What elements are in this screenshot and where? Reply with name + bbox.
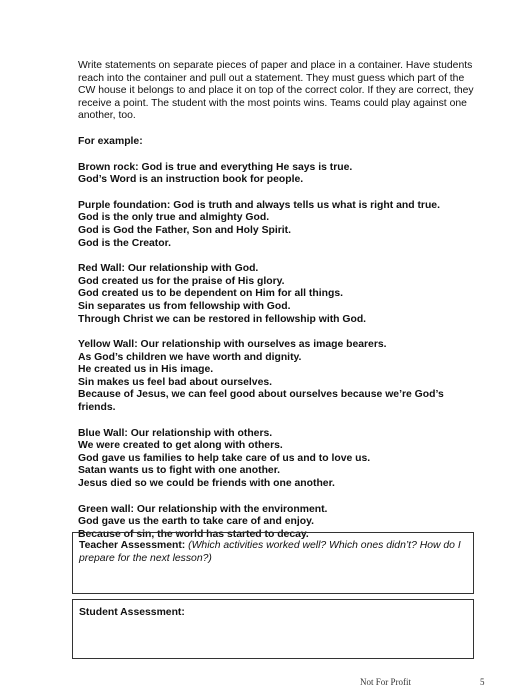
statement-line: Yellow Wall: Our relationship with ourselves as image bearers. — [78, 339, 387, 351]
statement-line: God is the Creator. — [78, 237, 171, 249]
statement-group-purple-foundation — [78, 200, 478, 250]
statement-line: Blue Wall: Our relationship with others. — [78, 427, 273, 439]
lesson-content — [78, 60, 478, 554]
page-number: 5 — [480, 677, 485, 687]
statement-line: Brown rock: God is true and everything He says is true. — [78, 161, 353, 173]
statement-line: As God’s children we have worth and dignity. — [78, 351, 302, 363]
statement-line: God gave us families to help take care of us and to love us. — [78, 452, 371, 464]
statement-line: Because of sin, the world has started to decay. — [78, 528, 309, 540]
statement-line: Sin separates us from fellowship with God. — [78, 300, 291, 312]
statement-group-blue-wall — [78, 428, 478, 491]
intro-paragraph: Write statements on separate pieces of paper and place in a container. Have students reach into the container and pull out a statement. They must guess which part of the CW house it belongs to and place it on top of the correct color. If they are correct, they receive a point. The student with the most points wins. Teams could play against one another, too. — [78, 60, 474, 122]
statement-line: Red Wall: Our relationship with God. — [78, 263, 259, 275]
example-heading: For example: — [78, 135, 143, 147]
statement-line: We were created to get along with others. — [78, 440, 283, 452]
statement-line: God created us to be dependent on Him for all things. — [78, 288, 343, 300]
teacher-assessment-hint: (Which activities worked well? Which ones didn’t? How do I prepare for the next lesson?) — [79, 540, 461, 564]
statement-line: God is God the Father, Son and Holy Spirit. — [78, 224, 292, 236]
statement-line: Purple foundation: God is truth and always tells us what is right and true. — [78, 199, 440, 211]
statement-line: God created us for the praise of His glory. — [78, 275, 285, 287]
statement-group-brown-rock — [78, 162, 478, 187]
statement-line: Through Christ we can be restored in fellowship with God. — [78, 313, 367, 325]
student-assessment-box[interactable] — [72, 599, 474, 659]
statement-line: God gave us the earth to take care of and enjoy. — [78, 516, 314, 528]
footer-note: Not For Profit — [360, 677, 412, 687]
statement-group-red-wall — [78, 263, 478, 326]
statement-group-yellow-wall — [78, 339, 478, 415]
statement-line: He created us in His image. — [78, 364, 214, 376]
teacher-assessment-box[interactable] — [72, 532, 474, 594]
statement-line: God is the only true and almighty God. — [78, 212, 270, 224]
statement-line: Jesus died so we could be friends with one another. — [78, 478, 335, 490]
statement-line: God’s Word is an instruction book for people. — [78, 174, 304, 186]
page-footer — [360, 677, 520, 688]
student-assessment-label: Student Assessment: — [79, 607, 185, 618]
statement-line: Satan wants us to fight with one another. — [78, 465, 281, 477]
statement-line: Green wall: Our relationship with the environment. — [78, 503, 328, 515]
statement-line: Sin makes us feel bad about ourselves. — [78, 376, 273, 388]
statement-line: Because of Jesus, we can feel good about ourselves because we’re God’s friends. — [78, 389, 444, 414]
teacher-assessment-label: Teacher Assessment: — [79, 540, 186, 551]
